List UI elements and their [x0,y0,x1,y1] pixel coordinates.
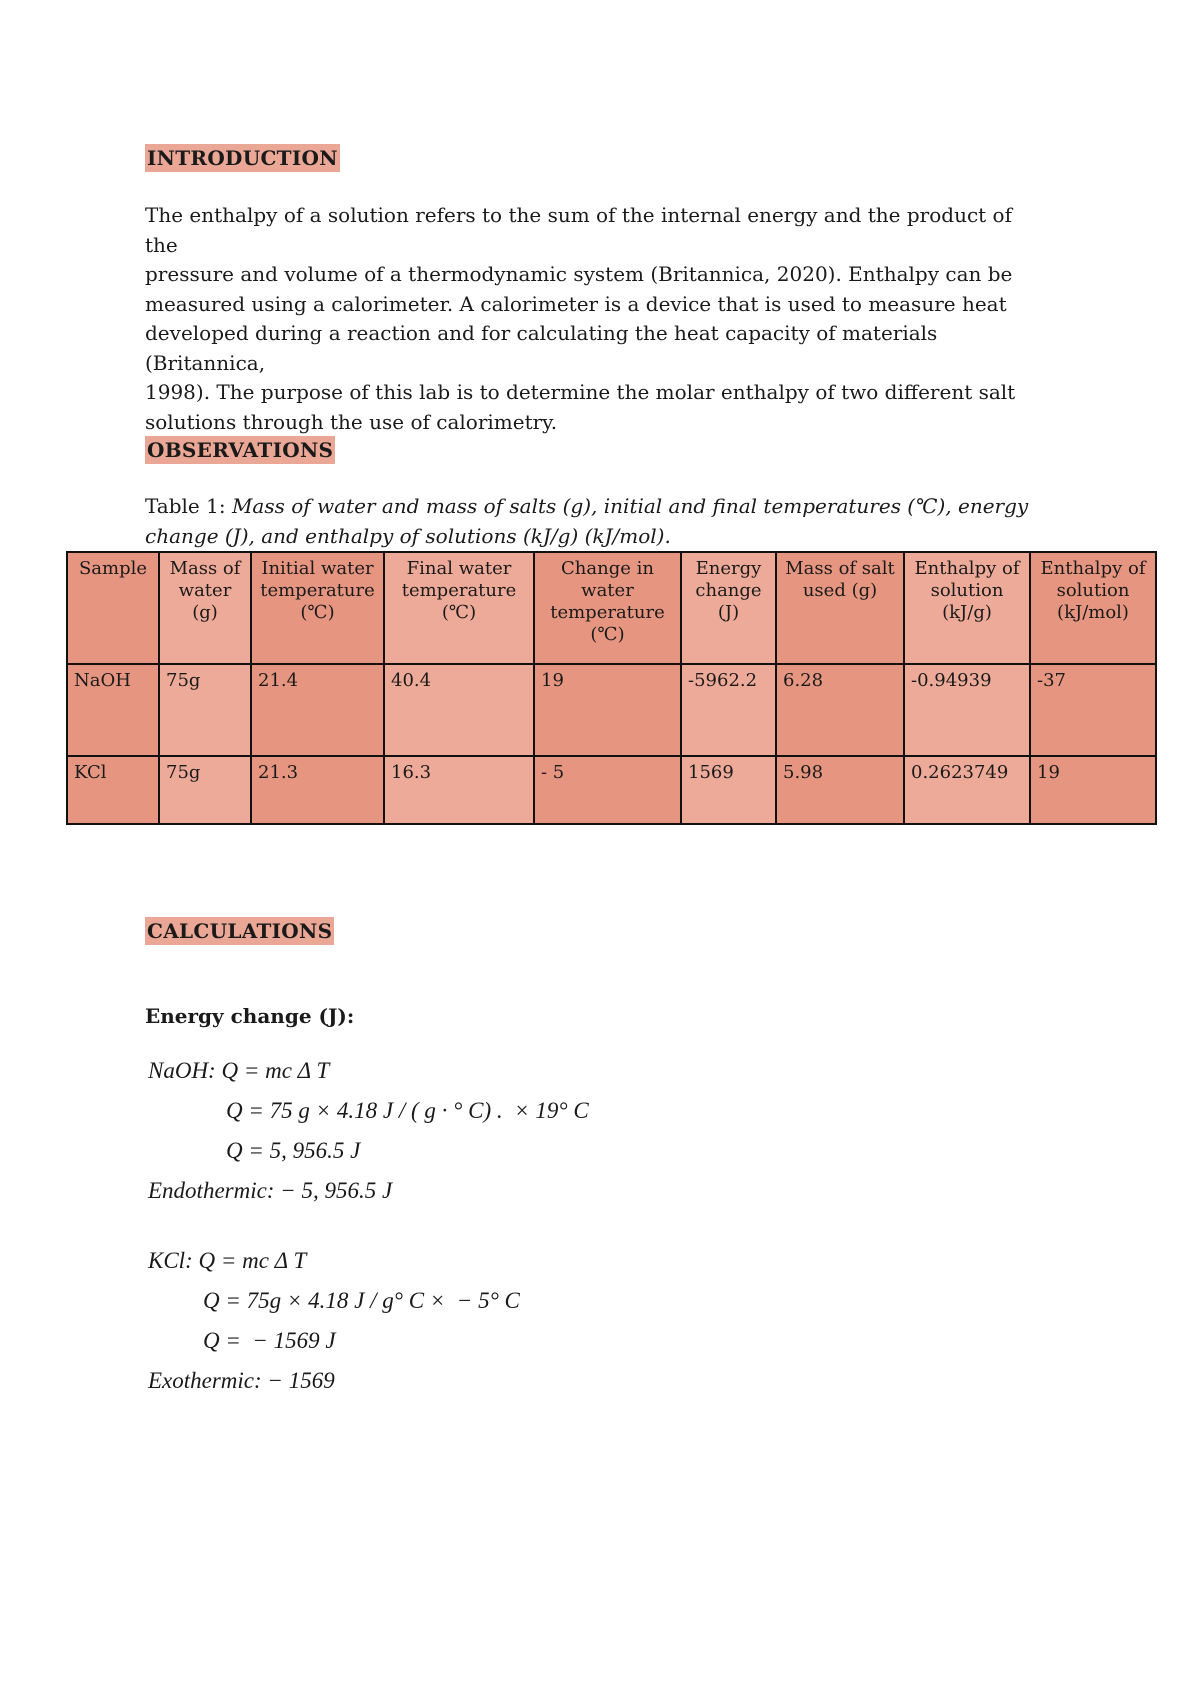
header-energy-change: Energy change (J) [681,552,776,664]
calculations-heading: CALCULATIONS [147,919,333,943]
header-change-temp: Change in water temperature (℃) [534,552,681,664]
observations-heading: OBSERVATIONS [147,438,334,462]
caption-text-line2: change (J), and enthalpy of solutions (kJ/g) (kJ/mol). [145,523,671,548]
table-cell: 6.28 [776,664,904,756]
table-cell: 1569 [681,756,776,824]
table-header-row [67,552,1156,664]
table-cell: KCl [67,756,159,824]
intro-line: pressure and volume of a thermodynamic system (Britannica, 2020). Enthalpy can be [145,262,1013,286]
table-caption [145,492,1045,551]
header-enthalpy-kjg: Enthalpy of solution (kJ/g) [904,552,1030,664]
intro-line: The enthalpy of a solution refers to the sum of the internal energy and the product of the [145,203,1012,257]
table-cell: 75g [159,664,251,756]
table-cell: - 5 [534,756,681,824]
observations-table [66,551,1157,825]
table-cell: 19 [534,664,681,756]
caption-label: Table 1: [145,494,226,518]
intro-line: developed during a reaction and for calculating the heat capacity of materials (Britannica, [145,321,938,375]
kcl-equation-1: KCl: Q = mc Δ T [148,1248,307,1273]
introduction-heading: INTRODUCTION [147,146,338,170]
table-cell: 19 [1030,756,1156,824]
kcl-equation-4: Exothermic: − 1569 [148,1368,335,1393]
table-cell: 40.4 [384,664,534,756]
header-mass-water: Mass of water (g) [159,552,251,664]
caption-text-line1: Mass of water and mass of salts (g), initial and final temperatures (℃), energy [231,494,1029,518]
naoh-equation-2: Q = 75 g × 4.18 J / ( g · ° C) . × 19° C [226,1098,589,1123]
table-cell: NaOH [67,664,159,756]
header-initial-temp: Initial water temperature (℃) [251,552,384,664]
header-final-temp: Final water temperature (℃) [384,552,534,664]
table-cell: 16.3 [384,756,534,824]
naoh-equation-4: Endothermic: − 5, 956.5 J [148,1178,393,1203]
table-cell: -5962.2 [681,664,776,756]
table-row [67,664,1156,756]
kcl-equation-3: Q = − 1569 J [203,1328,336,1353]
header-enthalpy-kjmol: Enthalpy of solution (kJ/mol) [1030,552,1156,664]
table-cell: 75g [159,756,251,824]
table-row [67,756,1156,824]
intro-line: solutions through the use of calorimetry. [145,409,558,434]
table-cell: -37 [1030,664,1156,756]
table-cell: 21.4 [251,664,384,756]
intro-line: 1998). The purpose of this lab is to determine the molar enthalpy of two different salt [145,380,1016,404]
introduction-paragraph [145,201,1045,437]
naoh-equation-1: NaOH: Q = mc Δ T [148,1058,330,1083]
table-cell: -0.94939 [904,664,1030,756]
header-mass-salt: Mass of salt used (g) [776,552,904,664]
naoh-equation-3: Q = 5, 956.5 J [226,1138,361,1163]
table-cell: 5.98 [776,756,904,824]
table-cell: 0.2623749 [904,756,1030,824]
kcl-equation-2: Q = 75g × 4.18 J / g° C × − 5° C [203,1288,520,1313]
table-cell: 21.3 [251,756,384,824]
header-sample: Sample [67,552,159,664]
intro-line: measured using a calorimeter. A calorimeter is a device that is used to measure heat [145,291,1007,316]
energy-change-subheading: Energy change (J): [145,1004,355,1028]
